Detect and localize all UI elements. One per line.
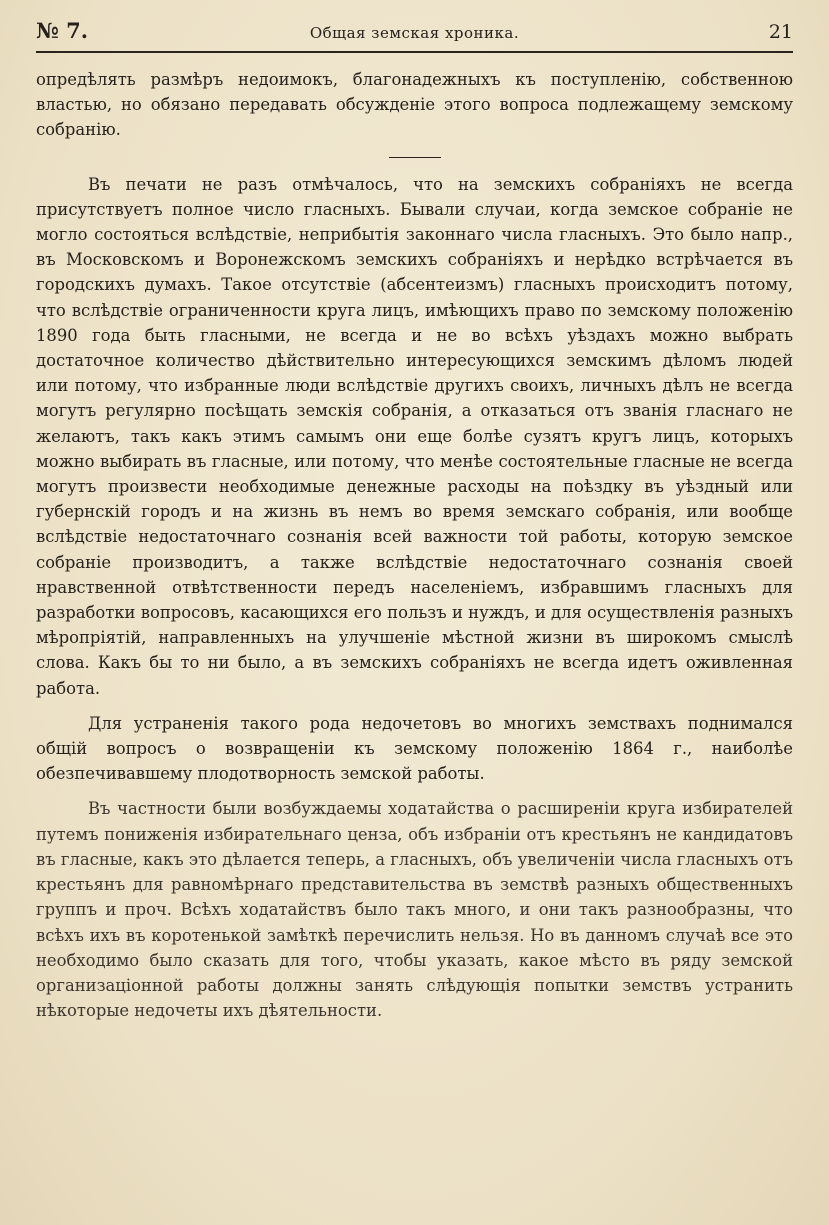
paragraph-gap (36, 786, 793, 796)
page-number: 21 (768, 21, 793, 43)
paragraph-continuation: опредѣлять размѣръ недоимокъ, благонадежныхъ къ поступленію, собственною властью, но обязано передавать обсужденіе этого вопроса подлежащему земскому собранію. (36, 70, 793, 140)
paragraph-remedies: Для устраненія такого рода недочетовъ во многихъ земствахъ поднимался общій вопросъ о возвращеніи къ земскому положенію 1864 г., наиболѣе обезпечивавшему плодотворность земской работы. (36, 713, 793, 784)
section-divider (389, 157, 441, 158)
running-title: Общая земская хроника. (309, 24, 520, 42)
issue-number: № 7. (36, 18, 89, 43)
paragraph-petitions: Въ частности были возбуждаемы ходатайства о расширеніи круга избирателей путемъ пониженія избирательнаго ценза, объ избраніи отъ крестьянъ не кандидатовъ въ гласные, какъ это дѣлается теперь, а гласныхъ, объ увеличеніи числа гласныхъ отъ крестьянъ для равномѣрнаго представительства въ земствѣ разныхъ общественныхъ группъ и проч. Всѣхъ ходатайствъ было такъ много, и они такъ разнообразны, что всѣхъ ихъ въ коротенькой замѣткѣ перечислить нельзя. Но въ данномъ случаѣ все это необходимо было сказать для того, чтобы указать, какое мѣсто въ ряду земской организаціонной работы должны занять слѣдующія попытки земствъ устранить нѣкоторые недочеты ихъ дѣятельности. (36, 799, 793, 1021)
paragraph-absenteeism: Въ печати не разъ отмѣчалось, что на земскихъ собраніяхъ не всегда присутствуетъ полное число гласныхъ. Бывали случаи, когда земское собраніе не могло состояться вслѣдствіе, неприбытія законнаго числа гласныхъ. Это было напр., въ Московскомъ и Воронежскомъ земскихъ собраніяхъ и нерѣдко встрѣчается въ городскихъ думахъ. Такое отсутствіе (абсентеизмъ) гласныхъ происходитъ потому, что вслѣдствіе ограниченности круга лицъ, имѣющихъ право по земскому положенію 1890 года быть гласными, не всегда и не во всѣхъ уѣздахъ можно выбрать достаточное количество дѣйствительно интересующихся земскимъ дѣломъ людей или потому, что избранные люди вслѣдствіе другихъ своихъ, личныхъ дѣлъ не всегда могутъ регулярно посѣщать земскія собранія, а отказаться отъ званія гласнаго не желаютъ, такъ какъ этимъ самымъ они еще болѣе сузятъ кругъ лицъ, которыхъ можно выбирать въ гласные, или потому, что менѣе состоятельные гласные не всегда могутъ произвести необходимые денежные расходы на поѣздку въ уѣздный или губернскій городъ и на жизнь въ немъ во время земскаго собранія, или вообще вслѣдствіе недостаточнаго сознанія всей важности той работы, которую земское собраніе производитъ, а также вслѣдствіе недостаточнаго сознанія своей нравственной отвѣтственности передъ населеніемъ, избравшимъ гласныхъ для разработки вопросовъ, касающихся его пользъ и нуждъ, и для осуществленія разныхъ мѣропріятій, направленныхъ на улучшеніе мѣстной жизни въ широкомъ смыслѣ слова. Какъ бы то ни было, а въ земскихъ собраніяхъ не всегда идетъ оживленная работа. (36, 174, 793, 698)
page-header (36, 18, 793, 53)
paragraph-gap (36, 701, 793, 711)
